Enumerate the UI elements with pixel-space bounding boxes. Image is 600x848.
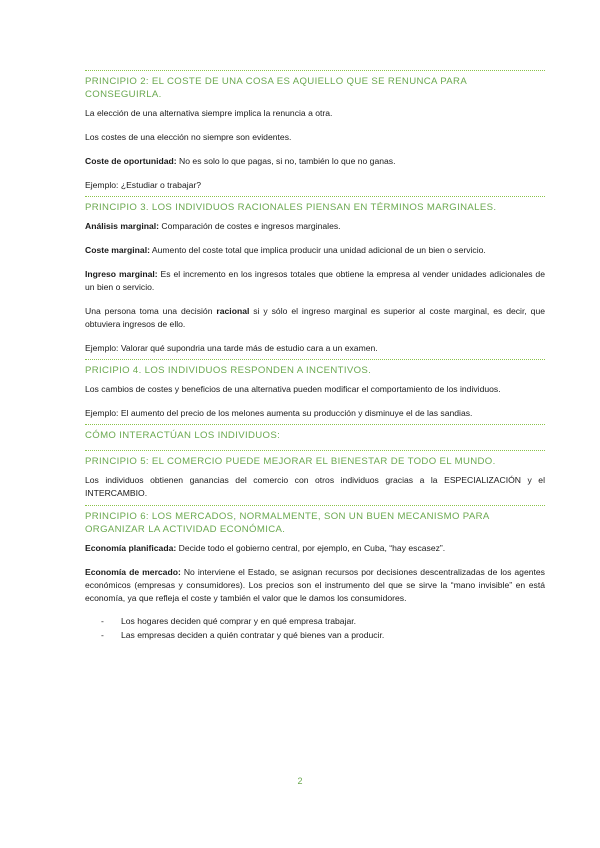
interaction-heading: CÓMO INTERACTÚAN LOS INDIVIDUOS: [85, 424, 545, 442]
principle-4-heading: PRICIPIO 4. LOS INDIVIDUOS RESPONDEN A INCENTIVOS. [85, 359, 545, 377]
principle-5-section [85, 450, 545, 500]
term: Ingreso marginal: [85, 269, 158, 279]
principle-5-heading: PRINCIPIO 5: EL COMERCIO PUEDE MEJORAR EL BIENESTAR DE TODO EL MUNDO. [85, 450, 545, 468]
principle-3-heading: PRINCIPIO 3. LOS INDIVIDUOS RACIONALES PIENSAN EN TÉRMINOS MARGINALES. [85, 196, 545, 214]
market-economy-paragraph [85, 566, 545, 605]
marginal-cost-paragraph [85, 244, 545, 257]
example-paragraph: Ejemplo: El aumento del precio de los melones aumenta su producción y disminuye el de las sandias. [85, 408, 473, 418]
text-segment: ESPECIALIZACIÓN [444, 475, 521, 485]
paragraph: La elección de una alternativa siempre implica la renuncia a otra. [85, 108, 333, 118]
page-number: 2 [297, 776, 303, 786]
term: Coste de oportunidad: [85, 156, 177, 166]
principle-2-heading: PRINCIPIO 2: EL COSTE DE UNA COSA ES AQUIELLO QUE SE RENUNCA PARA CONSEGUIRLA. [85, 70, 545, 101]
term: Economía de mercado: [85, 567, 181, 577]
text-segment: y el [520, 475, 545, 485]
text-segment: INTERCAMBIO [85, 488, 145, 498]
opportunity-cost-paragraph [85, 155, 545, 168]
term: Análisis marginal: [85, 221, 160, 231]
paragraph: Los cambios de costes y beneficios de una alternativa pueden modificar el comportamiento de los individuos. [85, 384, 501, 394]
definition: Decide todo el gobierno central, por ejemplo, en Cuba, “hay escasez”. [176, 543, 446, 553]
principle-4-section [85, 359, 545, 420]
paragraph: Los costes de una elección no siempre son evidentes. [85, 132, 292, 142]
definition: No es solo lo que pagas, si no, también lo que no ganas. [176, 156, 396, 166]
text-segment: . [144, 488, 148, 498]
marginal-analysis-paragraph [85, 220, 545, 233]
definition: Comparación de costes e ingresos marginales. [159, 221, 341, 231]
document-page [85, 70, 545, 642]
planned-economy-paragraph [85, 542, 545, 555]
definition: Es el incremento en los ingresos totales que obtiene la empresa al vender unidades adicionales de un bien o servicio. [85, 269, 545, 292]
example-paragraph: Ejemplo: Valorar qué supondria una tarde más de estudio cara a un examen. [85, 343, 378, 353]
example-paragraph: Ejemplo: ¿Estudiar o trabajar? [85, 180, 202, 190]
principle-3-section [85, 196, 545, 355]
definition: No interviene el Estado, se asignan recursos por decisiones descentralizadas de los agentes económicos (empresas y consumidores). Los precios son el instrumento del que se sirve la “mano invisible” en está economía, ya que refleja el coste y también el valor que le damos los consumidores. [85, 567, 545, 603]
rational-decision-paragraph [85, 305, 545, 331]
term: Economía planificada: [85, 543, 177, 553]
text-segment: si y sólo el ingreso marginal es superior al coste marginal, es decir, que obtuviera ingresos de ello. [85, 306, 546, 329]
term: Coste marginal: [85, 245, 150, 255]
interaction-section [85, 424, 545, 442]
list-item: - Los hogares deciden qué comprar y en qué empresa trabajar. [101, 614, 545, 628]
principle-6-section [85, 505, 545, 642]
text-segment: Los individuos obtienen ganancias del comercio con otros individuos gracias a la [85, 475, 445, 485]
definition: Aumento del coste total que implica producir una unidad adicional de un bien o servicio. [149, 245, 486, 255]
principle-6-heading: PRINCIPIO 6: LOS MERCADOS, NORMALMENTE, SON UN BUEN MECANISMO PARA ORGANIZAR LA ACTIVIDAD ECONÓMICA. [85, 505, 545, 536]
text-segment: Una persona toma una decisión [85, 306, 217, 316]
list-item: - Las empresas deciden a quién contratar y qué bienes van a producir. [101, 628, 545, 642]
trade-paragraph [85, 474, 545, 500]
principle-2-section [85, 70, 545, 192]
bullet-list [101, 614, 545, 642]
term: racional [216, 306, 250, 316]
marginal-revenue-paragraph [85, 268, 545, 294]
